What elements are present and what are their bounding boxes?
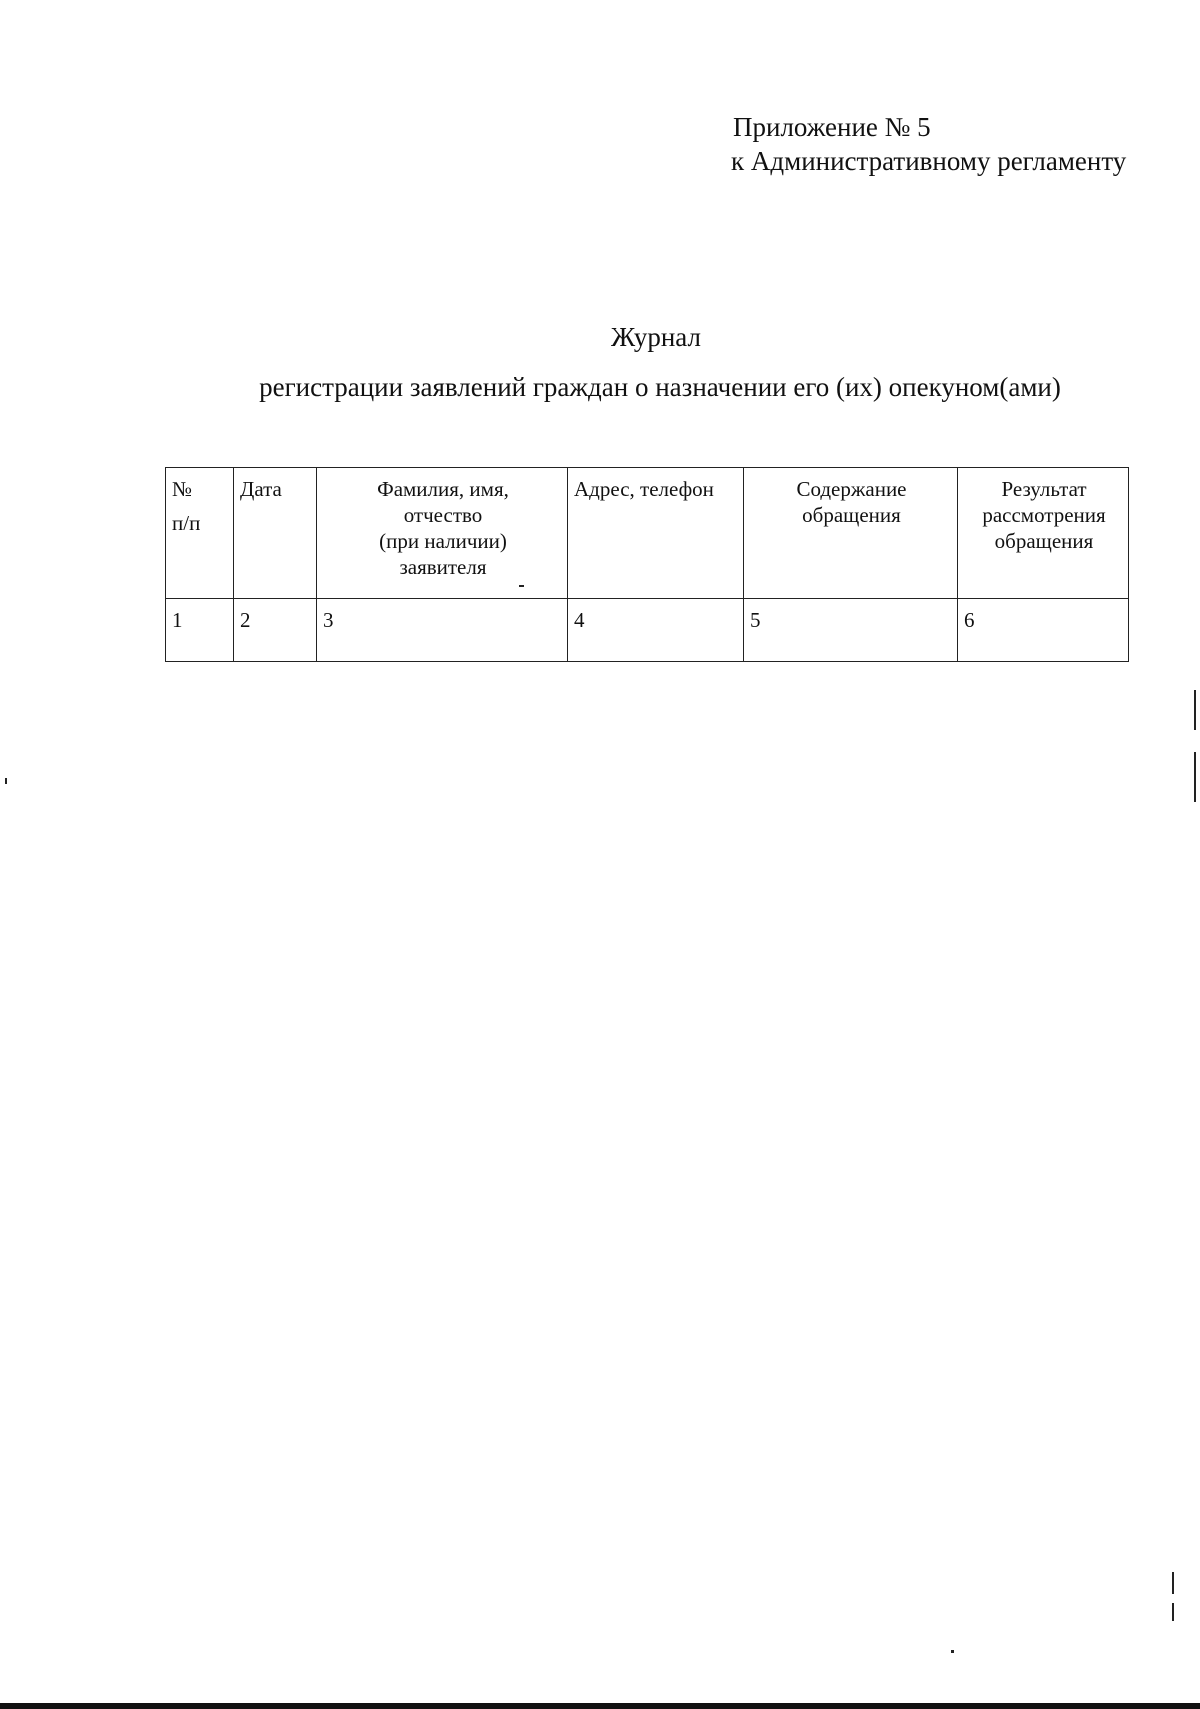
column-number-cell: 2 (234, 599, 317, 662)
scan-speck (951, 1650, 954, 1653)
header-cell-request-content (744, 468, 958, 599)
header-cell-address-phone (568, 468, 744, 599)
header-cell-applicant-name (317, 468, 568, 599)
appendix-number: Приложение № 5 (733, 112, 931, 142)
registration-journal-table (165, 467, 1129, 662)
document-title: Журнал (610, 322, 702, 352)
header-cell-number (166, 468, 234, 599)
header-line: Содержание (796, 477, 907, 501)
scan-speck (5, 778, 7, 784)
header-line: обращения (994, 529, 1094, 553)
scan-edge-mark (1194, 752, 1196, 802)
scan-speck (519, 585, 524, 587)
appendix-reference: к Административному регламенту (731, 146, 1127, 176)
header-line: Результат (1001, 477, 1087, 501)
header-number-symbol: № (172, 477, 193, 501)
header-number-abbrev: п/п (172, 511, 201, 535)
appendix-note (731, 110, 1126, 178)
column-number-cell: 4 (568, 599, 744, 662)
header-line: Фамилия, имя, (377, 477, 509, 501)
column-number-cell: 3 (317, 599, 568, 662)
header-line: отчество (403, 503, 483, 527)
table-header-row (166, 468, 1129, 599)
header-line: (при наличии) (379, 529, 507, 553)
table-column-number-row (166, 599, 1129, 662)
scan-edge-mark (1172, 1603, 1174, 1621)
header-line: заявителя (399, 555, 487, 579)
header-line: рассмотрения (982, 503, 1106, 527)
column-number-cell: 5 (744, 599, 958, 662)
header-cell-date (234, 468, 317, 599)
document-subtitle: регистрации заявлений граждан о назначении его (их) опекуном(ами) (259, 372, 1061, 402)
header-date-label: Дата (240, 477, 282, 501)
header-line: обращения (802, 503, 901, 527)
header-address-label: Адрес, телефон (574, 477, 714, 501)
scan-edge-mark (1172, 1572, 1174, 1594)
column-number-cell: 1 (166, 599, 234, 662)
column-number-cell: 6 (958, 599, 1129, 662)
scan-bottom-edge (0, 1703, 1200, 1709)
header-cell-result (958, 468, 1129, 599)
scan-edge-mark (1194, 690, 1196, 730)
